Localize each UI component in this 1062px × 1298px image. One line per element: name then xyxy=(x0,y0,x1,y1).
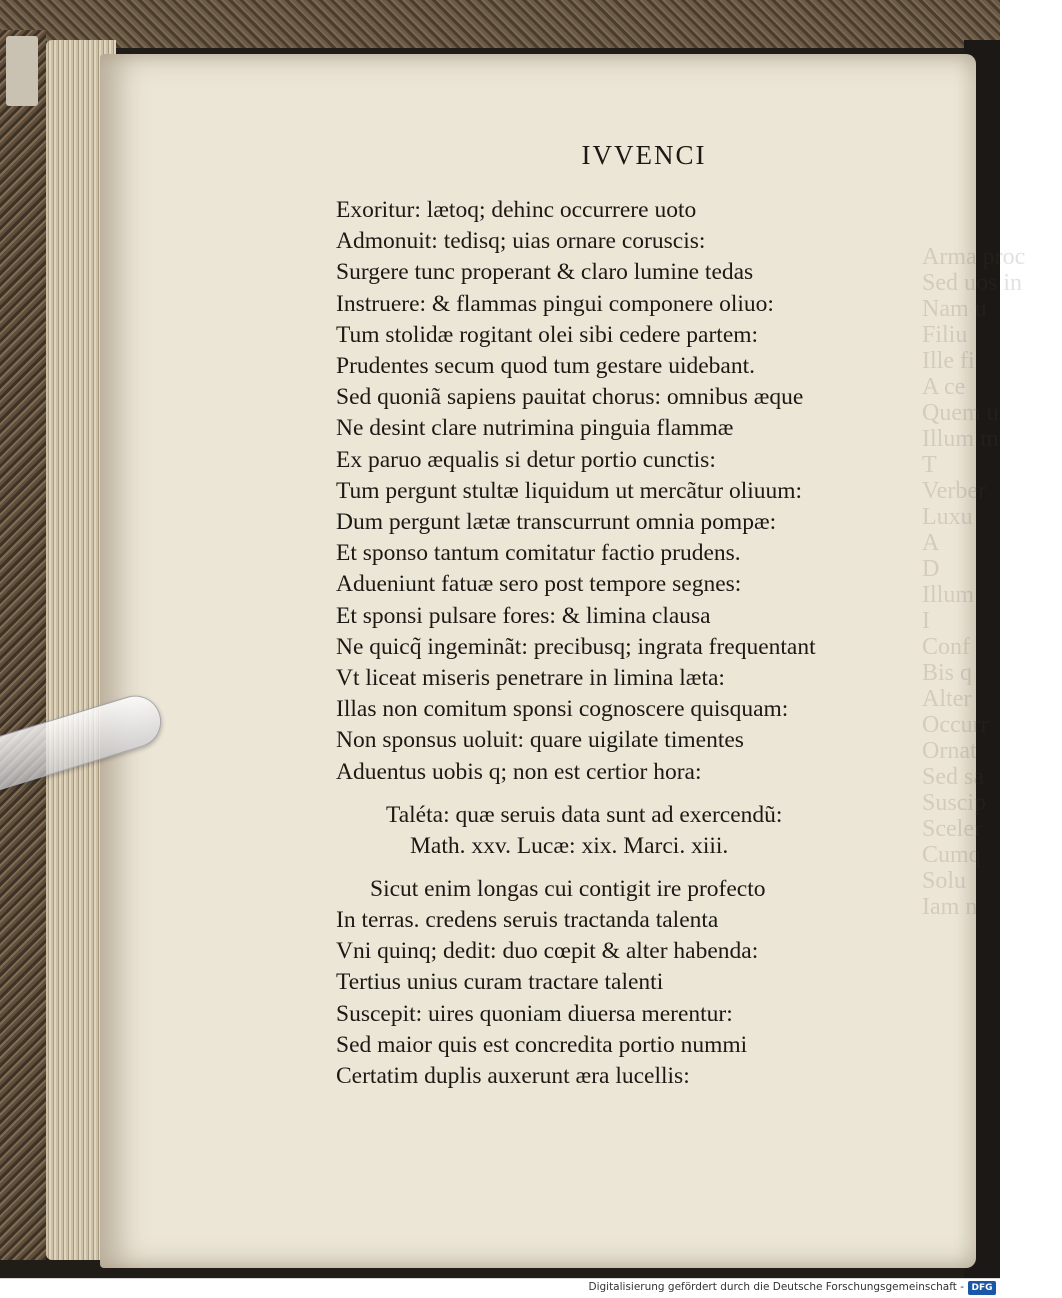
verse-line: Et sponso tantum comitatur factio prudens. xyxy=(336,540,741,567)
verse-line: Non sponsus uoluit: quare uigilate timentes xyxy=(336,727,744,754)
verse-line: Ne desint clare nutrimina pinguia flammæ xyxy=(336,415,734,442)
verse-line: Ne quicq̃ ingeminãt: precibusq; ingrata frequentant xyxy=(336,633,816,660)
verse-line: Suscepit: uires quoniam diuersa merentur: xyxy=(336,1000,733,1027)
section-title-reference: Math. xxv. Lucæ: xix. Marci. xiii. xyxy=(410,832,729,859)
text-block xyxy=(336,140,896,1092)
cover-corner xyxy=(6,36,38,106)
show-through-text: Arma proc Sed uos in Nam u Filiu Ille fi A ce Quem u Illum m T Verber Luxu A D Illum I Conf Bis q Alter Occurr Ornat Sed sa Suscip Sceler Cumq Solu Iam n xyxy=(922,244,1026,920)
verse-line: Exoritur: lætoq; dehinc occurrere uoto xyxy=(336,197,697,223)
verse-line: Et sponsi pulsare fores: & limina clausa xyxy=(336,602,711,629)
verse-line: Tertius unius curam tractare talenti xyxy=(336,969,664,996)
section-title-line: Taléta: quæ seruis data sunt ad exercendũ: xyxy=(386,801,783,828)
verse-line: Vni quinq; dedit: duo cœpit & alter habenda: xyxy=(336,938,759,965)
book-cover-left xyxy=(0,30,46,1260)
verse-line: Prudentes secum quod tum gestare uidebant. xyxy=(336,353,755,380)
verse-line: Admonuit: tedisq; uias ornare coruscis: xyxy=(336,228,706,255)
book-board-top xyxy=(0,0,1000,48)
dfg-logo[interactable]: DFG xyxy=(968,1281,996,1295)
verse-line: Certatim duplis auxerunt æra lucellis: xyxy=(336,1063,690,1090)
verse-list-2 xyxy=(336,874,896,1092)
verse-line: Surgere tunc properant & claro lumine tedas xyxy=(336,259,754,286)
verse-line: Adueniunt fatuæ sero post tempore segnes: xyxy=(336,571,742,598)
running-head: IVVENCI xyxy=(581,140,707,170)
footer-bar xyxy=(0,1278,1000,1298)
verse-list xyxy=(336,195,896,788)
verse-line: Vt liceat miseris penetrare in limina læta: xyxy=(336,665,725,692)
verse-line: Illas non comitum sponsi cognoscere quisquam: xyxy=(336,696,789,723)
verse-line: Instruere: & flammas pingui componere oliuo: xyxy=(336,290,774,317)
verse-line: Tum stolidæ rogitant olei sibi cedere partem: xyxy=(336,321,759,348)
verse-line: Sicut enim longas cui contigit ire profecto xyxy=(370,875,766,902)
verse-line: Sed quoniã sapiens pauitat chorus: omnibus æque xyxy=(336,384,804,411)
funding-credit: Digitalisierung gefördert durch die Deutsche Forschungsgemeinschaft - xyxy=(588,1281,964,1293)
verse-line: Tum pergunt stultæ liquidum ut mercãtur oliuum: xyxy=(336,477,803,504)
verse-line: Aduentus uobis q; non est certior hora: xyxy=(336,758,702,785)
verse-line: Dum pergunt lætæ transcurrunt omnia pompæ: xyxy=(336,509,777,536)
section-title xyxy=(336,800,896,862)
verse-line: In terras. credens seruis tractanda talenta xyxy=(336,907,719,934)
verse-line: Sed maior quis est concredita portio nummi xyxy=(336,1031,748,1058)
verse-line: Ex paruo æqualis si detur portio cunctis: xyxy=(336,446,716,473)
